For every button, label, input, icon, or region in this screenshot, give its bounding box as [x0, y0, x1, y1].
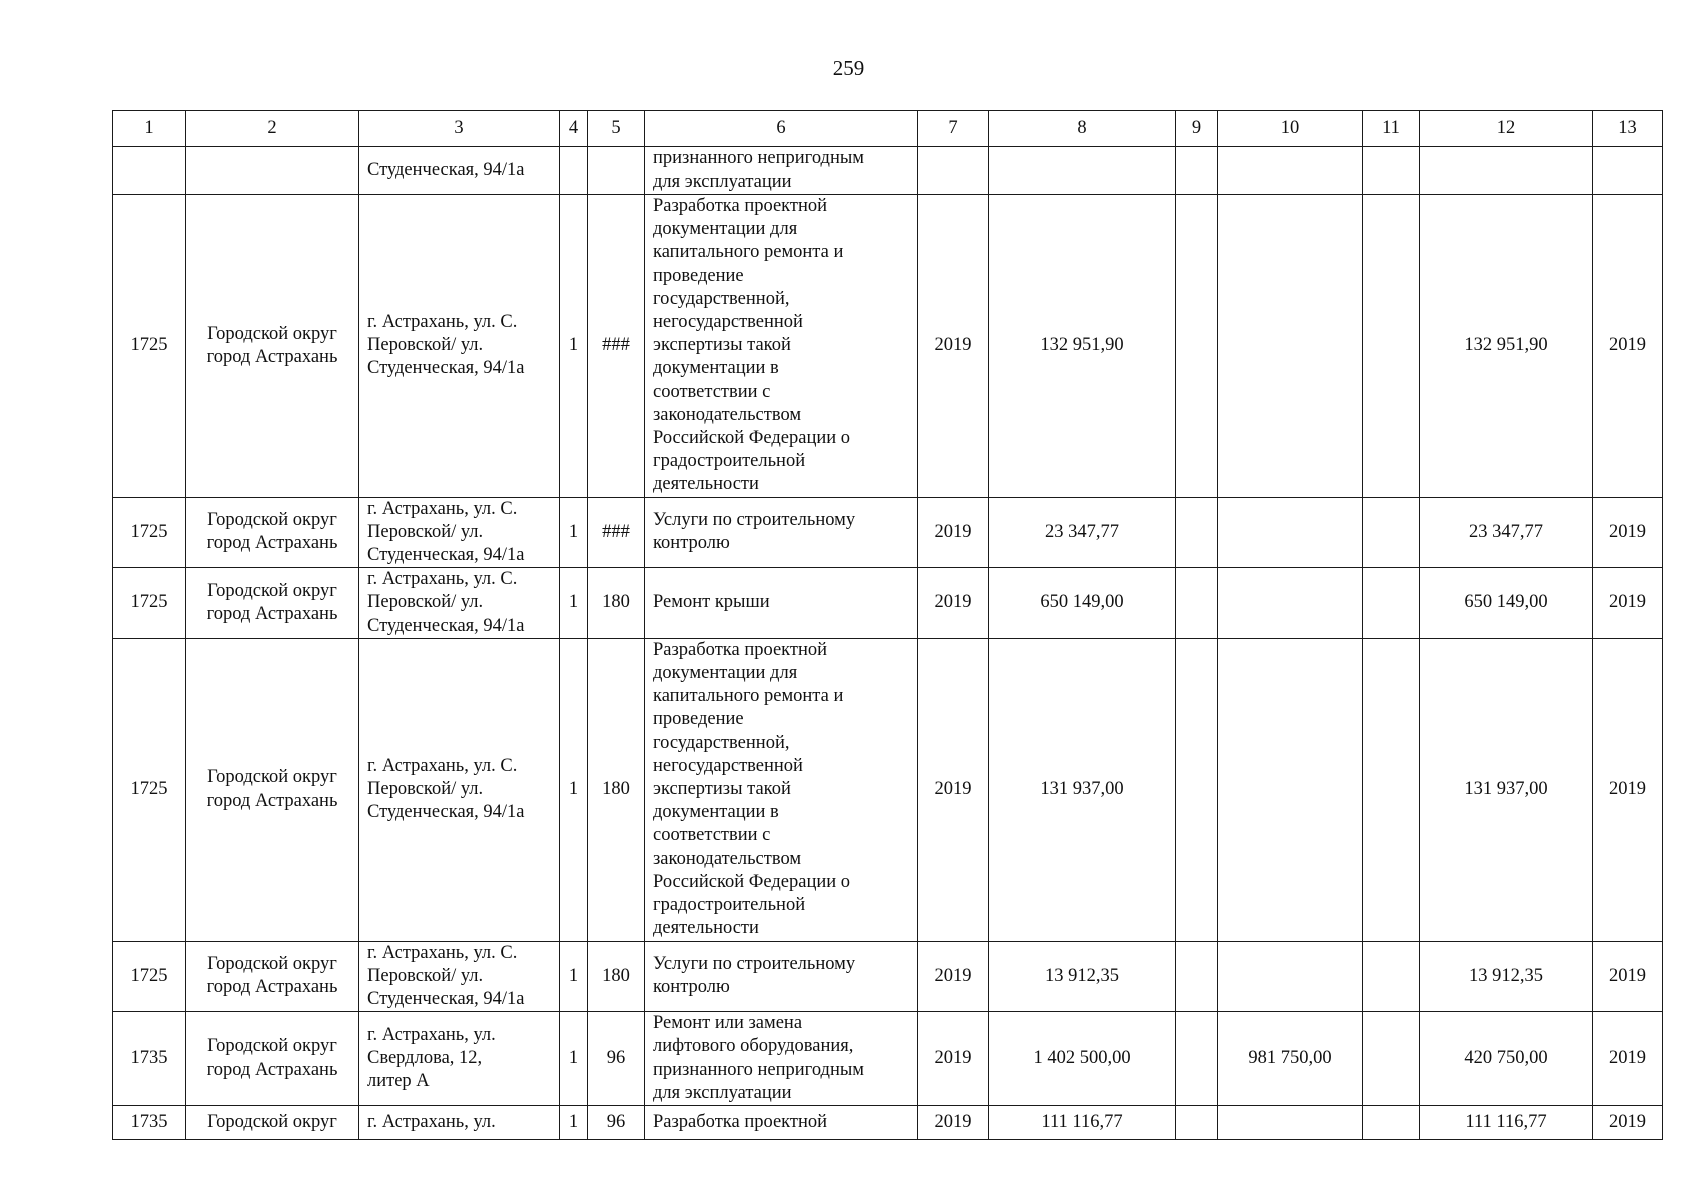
cell-work-type: признанного непригодным для эксплуатации: [645, 147, 918, 195]
cell-col12: 111 116,77: [1420, 1105, 1593, 1139]
column-header-11: 11: [1363, 111, 1420, 147]
cell-number: 1725: [113, 568, 186, 639]
cell-municipality: Городской округ город Астрахань: [186, 195, 359, 498]
cell-address: г. Астрахань, ул. Свердлова, 12, литер А: [359, 1012, 560, 1106]
cell-number: 1725: [113, 941, 186, 1012]
cell-number: 1725: [113, 638, 186, 941]
cell-col13: 2019: [1593, 941, 1663, 1012]
page-number: 259: [832, 56, 865, 80]
cell-col4: [560, 147, 588, 195]
cell-col13: 2019: [1593, 568, 1663, 639]
cell-col10: [1218, 941, 1363, 1012]
cell-col5: 180: [588, 568, 645, 639]
cell-total-cost: 650 149,00: [989, 568, 1176, 639]
cell-col5: 180: [588, 638, 645, 941]
cell-work-type: Ремонт или замена лифтового оборудования, признанного непригодным для эксплуатации: [645, 1012, 918, 1106]
table-row: [113, 147, 1663, 195]
cell-col11: [1363, 568, 1420, 639]
cell-col4: 1: [560, 497, 588, 568]
table-row: [113, 1012, 1663, 1106]
cell-col13: 2019: [1593, 638, 1663, 941]
cell-work-type: Услуги по строительному контролю: [645, 497, 918, 568]
column-header-9: 9: [1176, 111, 1218, 147]
cell-col4: 1: [560, 568, 588, 639]
cell-year: 2019: [918, 195, 989, 498]
cell-number: 1735: [113, 1012, 186, 1106]
cell-col12: 23 347,77: [1420, 497, 1593, 568]
capital-repair-table: [112, 110, 1663, 1140]
table-row: [113, 1105, 1663, 1139]
cell-col9: [1176, 1012, 1218, 1106]
cell-total-cost: 1 402 500,00: [989, 1012, 1176, 1106]
cell-number: [113, 147, 186, 195]
cell-col5: 96: [588, 1012, 645, 1106]
cell-col5: [588, 147, 645, 195]
cell-year: 2019: [918, 1105, 989, 1139]
column-header-3: 3: [359, 111, 560, 147]
cell-year: 2019: [918, 941, 989, 1012]
cell-year: [918, 147, 989, 195]
cell-col11: [1363, 1105, 1420, 1139]
column-header-4: 4: [560, 111, 588, 147]
cell-work-type: Разработка проектной документации для капитального ремонта и проведение государственной, негосударственной экспертизы такой документации в соответствии с законодательством Российской Федерации о градостроительной деятельности: [645, 195, 918, 498]
cell-year: 2019: [918, 1012, 989, 1106]
cell-col12: 13 912,35: [1420, 941, 1593, 1012]
cell-number: 1725: [113, 497, 186, 568]
cell-col5: 180: [588, 941, 645, 1012]
cell-col9: [1176, 497, 1218, 568]
column-header-1: 1: [113, 111, 186, 147]
cell-number: 1725: [113, 195, 186, 498]
cell-total-cost: 131 937,00: [989, 638, 1176, 941]
cell-col9: [1176, 195, 1218, 498]
cell-col12: 132 951,90: [1420, 195, 1593, 498]
cell-col11: [1363, 638, 1420, 941]
cell-municipality: Городской округ город Астрахань: [186, 568, 359, 639]
cell-work-type: Ремонт крыши: [645, 568, 918, 639]
cell-col4: 1: [560, 638, 588, 941]
table-row: [113, 195, 1663, 498]
cell-col12: 420 750,00: [1420, 1012, 1593, 1106]
cell-col9: [1176, 638, 1218, 941]
cell-col11: [1363, 195, 1420, 498]
cell-address: г. Астрахань, ул. С. Перовской/ ул. Студенческая, 94/1а: [359, 195, 560, 498]
cell-col11: [1363, 147, 1420, 195]
cell-col11: [1363, 497, 1420, 568]
cell-col9: [1176, 147, 1218, 195]
table-row: [113, 497, 1663, 568]
cell-col10: [1218, 568, 1363, 639]
cell-col10: [1218, 638, 1363, 941]
cell-col4: 1: [560, 1012, 588, 1106]
cell-col12: [1420, 147, 1593, 195]
cell-col13: 2019: [1593, 497, 1663, 568]
column-header-10: 10: [1218, 111, 1363, 147]
cell-col11: [1363, 1012, 1420, 1106]
cell-col5: ###: [588, 497, 645, 568]
cell-col13: 2019: [1593, 1012, 1663, 1106]
cell-col13: 2019: [1593, 195, 1663, 498]
cell-col5: ###: [588, 195, 645, 498]
column-header-12: 12: [1420, 111, 1593, 147]
cell-year: 2019: [918, 638, 989, 941]
cell-address: г. Астрахань, ул.: [359, 1105, 560, 1139]
table-row: [113, 941, 1663, 1012]
column-header-6: 6: [645, 111, 918, 147]
column-header-8: 8: [989, 111, 1176, 147]
cell-address: Студенческая, 94/1а: [359, 147, 560, 195]
cell-year: 2019: [918, 568, 989, 639]
cell-col10: 981 750,00: [1218, 1012, 1363, 1106]
cell-address: г. Астрахань, ул. С. Перовской/ ул. Студенческая, 94/1а: [359, 568, 560, 639]
cell-col11: [1363, 941, 1420, 1012]
cell-work-type: Услуги по строительному контролю: [645, 941, 918, 1012]
cell-municipality: Городской округ город Астрахань: [186, 941, 359, 1012]
cell-col9: [1176, 568, 1218, 639]
cell-municipality: Городской округ город Астрахань: [186, 638, 359, 941]
cell-total-cost: 13 912,35: [989, 941, 1176, 1012]
cell-municipality: Городской округ: [186, 1105, 359, 1139]
cell-total-cost: 132 951,90: [989, 195, 1176, 498]
cell-col5: 96: [588, 1105, 645, 1139]
cell-col10: [1218, 1105, 1363, 1139]
table-row: [113, 638, 1663, 941]
cell-municipality: [186, 147, 359, 195]
cell-col12: 131 937,00: [1420, 638, 1593, 941]
column-header-7: 7: [918, 111, 989, 147]
cell-col10: [1218, 147, 1363, 195]
cell-number: 1735: [113, 1105, 186, 1139]
cell-col13: [1593, 147, 1663, 195]
cell-work-type: Разработка проектной документации для капитального ремонта и проведение государственной, негосударственной экспертизы такой документации в соответствии с законодательством Российской Федерации о градостроительной деятельности: [645, 638, 918, 941]
cell-col4: 1: [560, 195, 588, 498]
cell-col10: [1218, 497, 1363, 568]
cell-municipality: Городской округ город Астрахань: [186, 497, 359, 568]
cell-col9: [1176, 1105, 1218, 1139]
cell-address: г. Астрахань, ул. С. Перовской/ ул. Студенческая, 94/1а: [359, 638, 560, 941]
cell-total-cost: 111 116,77: [989, 1105, 1176, 1139]
cell-total-cost: [989, 147, 1176, 195]
column-header-5: 5: [588, 111, 645, 147]
cell-col9: [1176, 941, 1218, 1012]
column-header-2: 2: [186, 111, 359, 147]
cell-work-type: Разработка проектной: [645, 1105, 918, 1139]
cell-address: г. Астрахань, ул. С. Перовской/ ул. Студенческая, 94/1а: [359, 941, 560, 1012]
cell-total-cost: 23 347,77: [989, 497, 1176, 568]
column-header-13: 13: [1593, 111, 1663, 147]
table-row: [113, 568, 1663, 639]
cell-col10: [1218, 195, 1363, 498]
cell-col12: 650 149,00: [1420, 568, 1593, 639]
cell-col4: 1: [560, 1105, 588, 1139]
cell-col13: 2019: [1593, 1105, 1663, 1139]
cell-col4: 1: [560, 941, 588, 1012]
cell-year: 2019: [918, 497, 989, 568]
column-number-header-row: [113, 111, 1663, 147]
cell-address: г. Астрахань, ул. С. Перовской/ ул. Студенческая, 94/1а: [359, 497, 560, 568]
cell-municipality: Городской округ город Астрахань: [186, 1012, 359, 1106]
